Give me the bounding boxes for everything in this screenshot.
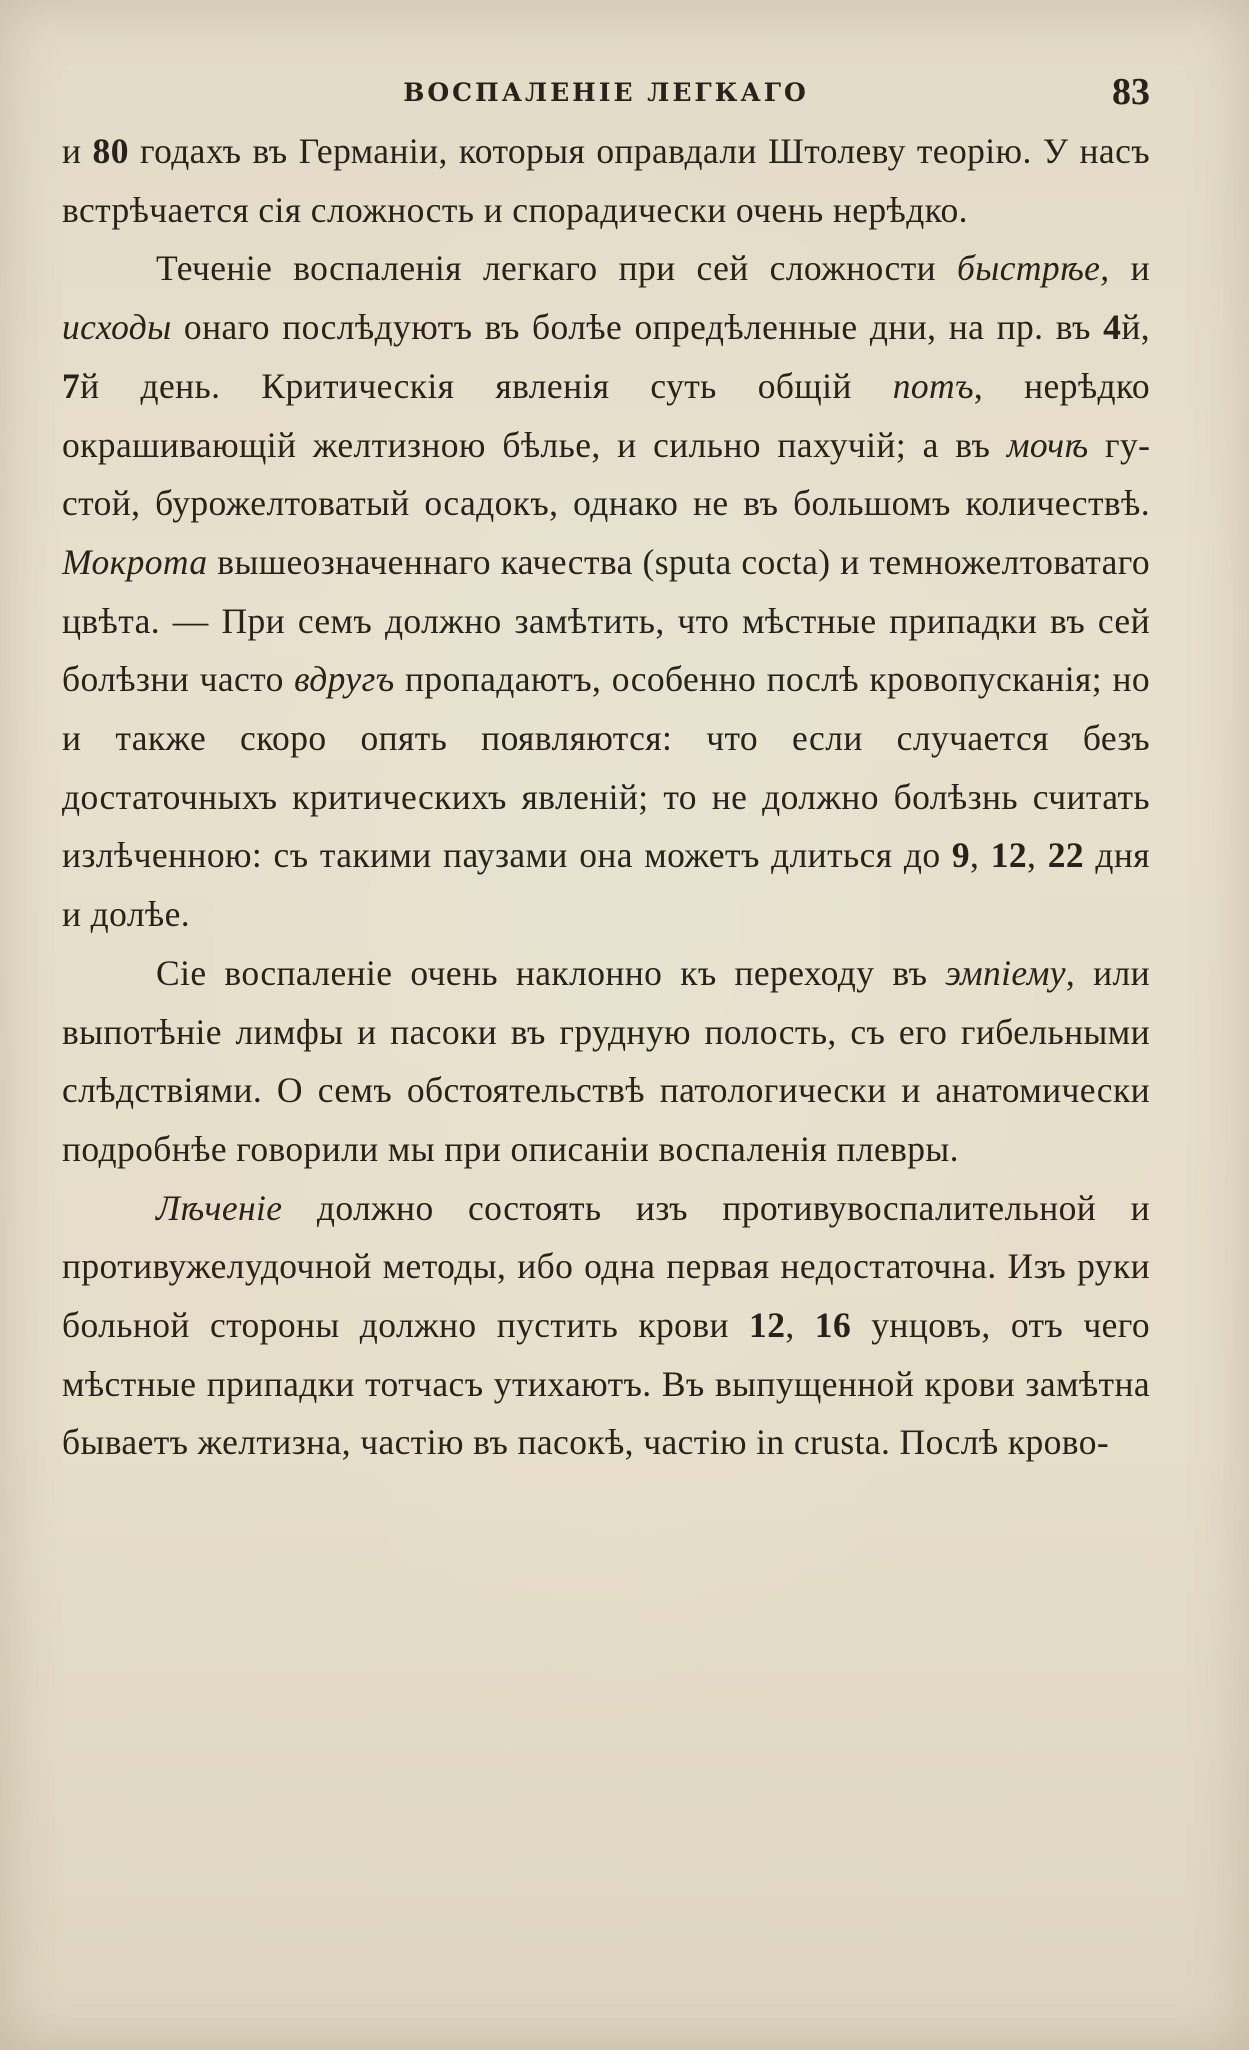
text-run: дня и долѣе. [62,835,1150,935]
numeral: 7 [62,365,81,406]
text-run: и [1109,248,1150,289]
text-run: й день. Критическія явленія суть общій [80,365,893,406]
text-run: , или выпотѣніе лимфы и пасоки въ грудную полость, съ его гибельными слѣдствіями. О семъ обстоятельствѣ патологически и анатомически подробнѣе говорили мы при описаніи воспаленія плевры. [62,952,1150,1169]
italic-term: вдругъ [294,659,395,700]
numeral: 9 [951,835,971,876]
text-run: должно состоять изъ противувоспалительной и противужелудочной методы, ибо одна первая недостаточна. Изъ руки больной стороны должно пустить крови [62,1187,1150,1346]
text-run: , [1027,835,1048,876]
paragraph [62,122,1150,239]
text-run: , нерѣдко окрашивающій желтизною бѣлье, и сильно пахучій; а въ [62,365,1150,465]
text-run: Сіе воспаленіе очень наклонно къ переходу въ [156,952,946,993]
text-run: густой, бурожелтоватый осадокъ, однако не въ большомъ количествѣ. [62,424,1150,524]
text-run: , [970,835,991,876]
text-run: й, [1121,307,1150,348]
numeral: 12 [749,1305,786,1346]
text-run: Теченіе воспаленія легкаго при сей сложности [156,248,958,289]
italic-term: эмпіему [945,952,1066,993]
italic-term: быстрѣе, [957,248,1110,289]
paragraph [62,1179,1150,1473]
numeral: 12 [990,835,1028,876]
numeral: 22 [1047,835,1084,876]
page-header [62,70,1150,113]
italic-term: исходы [62,307,172,348]
page-number: 83 [1112,71,1150,113]
italic-term: Мокрота [62,541,208,582]
text-run: , [785,1305,815,1346]
italic-term: Лѣченіе [156,1187,283,1228]
running-head: ВОСПАЛЕНІЕ ЛЕГКАГО [403,78,809,107]
text-run: пропадаютъ, особенно послѣ кровопусканія; но и также скоро опять появляются: что если случается безъ достаточныхъ критическихъ явленій; то не должно болѣзнь считать излѣченною: съ такими паузами она можетъ длиться до [62,659,1150,876]
numeral: 80 [92,131,129,171]
text-run: унцовъ, отъ чего мѣстные припадки тотчасъ утихаютъ. Въ выпущенной крови замѣтна бываетъ желтизна, частію въ пасокѣ, частію in crusta. Послѣ крово- [62,1305,1150,1463]
numeral: 16 [814,1305,852,1346]
paragraph [62,944,1150,1179]
text-run: и [62,131,93,171]
body-text [62,122,1150,1472]
numeral: 4 [1103,307,1122,348]
text-run: годахъ въ Германіи, которыя оправдали Штолеву теорію. У насъ встрѣчается сія сложность и спорадически очень нерѣдко. [62,131,1150,230]
italic-term: потъ [892,365,974,406]
paragraph [62,239,1150,943]
text-run: онаго послѣдуютъ въ болѣе опредѣленные дни, на пр. въ [171,307,1104,348]
italic-term: мочѣ [1006,424,1089,465]
text-run: вышеозначеннаго качества (sputa cocta) и темножелтоватаго цвѣта. — При семъ должно замѣтить, что мѣстные припадки въ сей болѣзни часто [62,541,1150,700]
